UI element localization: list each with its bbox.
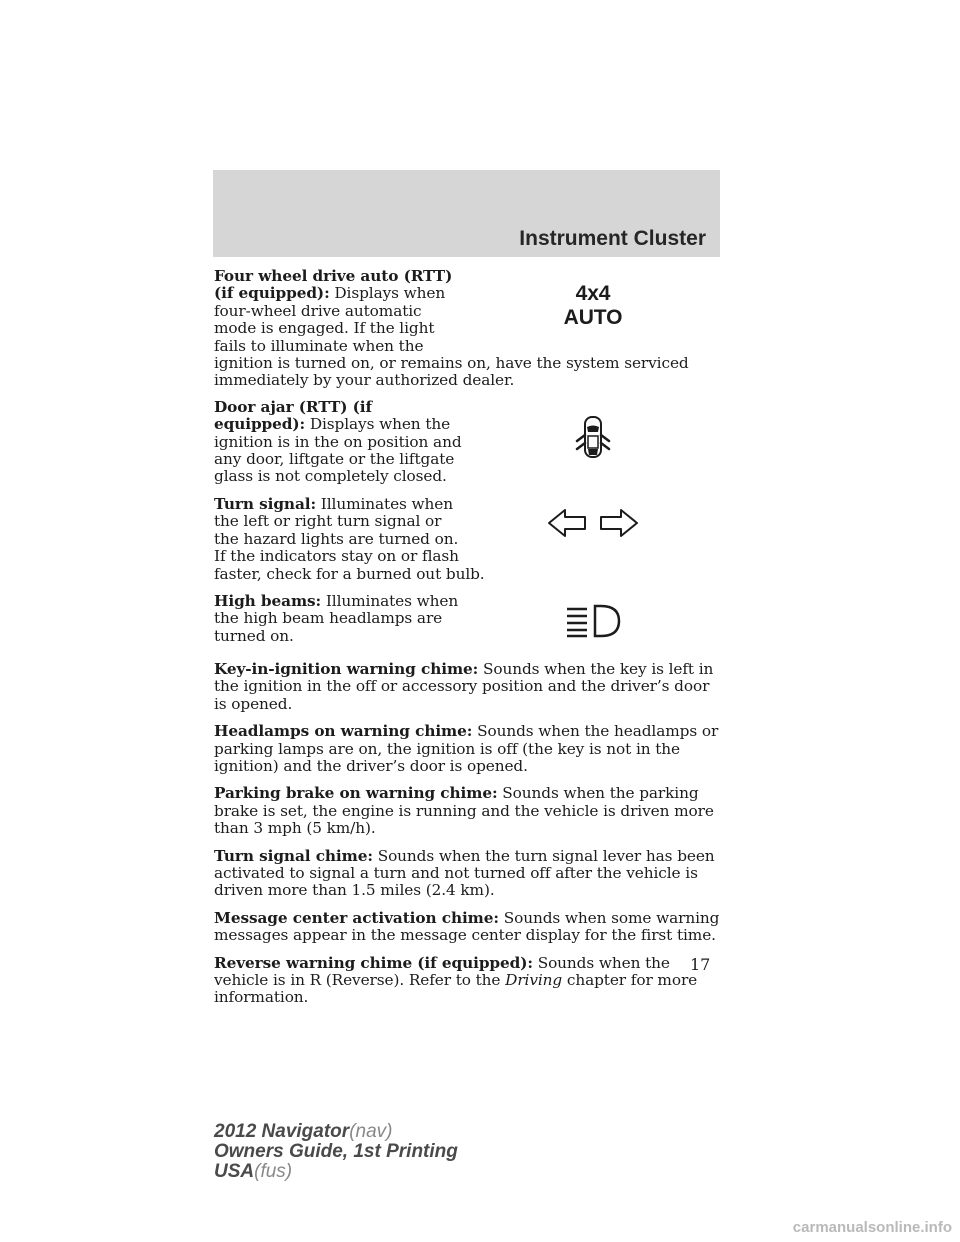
entry-key-in-ignition-chime xyxy=(214,661,720,713)
entry-term: Headlamps on warning chime: xyxy=(214,722,473,741)
entry-term: Message center activation chime: xyxy=(214,908,499,927)
entry-parking-brake-chime xyxy=(214,785,720,837)
entry-body: Illuminates when the left or right turn signal or the hazard lights are turned on. If the indicators stay on or flash faster, check for a burned out bulb. xyxy=(214,494,485,583)
turn-signal-arrows-icon xyxy=(545,506,641,540)
footer-printing: Owners Guide, 1st Printing xyxy=(214,1141,458,1162)
entry-four-wheel-drive-auto xyxy=(214,268,720,390)
entry-door-ajar xyxy=(214,399,720,486)
entry-high-beams xyxy=(214,593,720,647)
4x4-auto-icon: 4x4 AUTO xyxy=(563,282,623,329)
entry-turn-signal-chime xyxy=(214,848,720,900)
content-body xyxy=(214,268,720,1017)
entry-body: Sounds when the headlamps or parking lamps are on, the ignition is off (the key is not in the ignition) and the driver’s door is opened. xyxy=(214,722,719,775)
section-header xyxy=(213,170,720,257)
entry-term: Door ajar (RTT) (if equipped): xyxy=(214,397,372,434)
entry-headlamps-on-chime xyxy=(214,723,720,775)
entry-term: Key-in-ignition warning chime: xyxy=(214,659,479,678)
entry-term: Turn signal chime: xyxy=(214,846,373,865)
door-ajar-icon xyxy=(571,413,615,461)
entry-body-end: chapter for more information. xyxy=(214,971,698,1007)
high-beam-icon xyxy=(563,603,623,639)
entry-body: Sounds when the turn signal lever has been activated to signal a turn and not turned off after the vehicle is driven more than 1.5 miles (2.4 km). xyxy=(214,846,715,900)
entry-body: Sounds when some warning messages appear in the message center display for the first time. xyxy=(214,908,720,945)
page-number: 17 xyxy=(690,955,711,974)
entry-term: Turn signal: xyxy=(214,494,317,513)
footer-market-code: (fus) xyxy=(254,1161,293,1182)
section-title: Instrument Cluster xyxy=(519,227,706,250)
entry-body: Illuminates when the high beam headlamps are turned on. xyxy=(214,591,459,645)
watermark: carmanualsonline.info xyxy=(792,1219,952,1236)
entry-term: Four wheel drive auto (RTT) (if equipped): xyxy=(214,267,453,303)
entry-term: Parking brake on warning chime: xyxy=(214,784,498,803)
entry-term: Reverse warning chime (if equipped): xyxy=(214,953,533,972)
entry-body: Displays when the ignition is in the on position and any door, liftgate or the liftgate glass is not completely closed. xyxy=(214,415,462,486)
footer-market: USA xyxy=(214,1161,255,1182)
print-footer xyxy=(214,1122,458,1182)
entry-term: High beams: xyxy=(214,591,322,610)
entry-body: Displays when four-wheel drive automatic mode is engaged. If the light fails to illuminate when the ignition is turned on, or remains on, have the system serviced immediately by your authorized dealer. xyxy=(214,284,689,390)
entry-message-center-chime xyxy=(214,910,720,945)
entry-body: Sounds when the key is left in the ignition in the off or accessory position and the driver’s door is opened. xyxy=(214,659,714,713)
entry-body: Sounds when the parking brake is set, the engine is running and the vehicle is driven more than 3 mph (5 km/h). xyxy=(214,784,714,838)
entry-reverse-warning-chime xyxy=(214,955,720,1007)
entry-turn-signal xyxy=(214,496,720,583)
footer-model: 2012 Navigator xyxy=(214,1121,350,1142)
entry-body: Sounds when the vehicle is in R (Reverse). Refer to the xyxy=(214,953,670,989)
chapter-reference: Driving xyxy=(505,971,563,989)
footer-model-code: (nav) xyxy=(349,1121,393,1142)
